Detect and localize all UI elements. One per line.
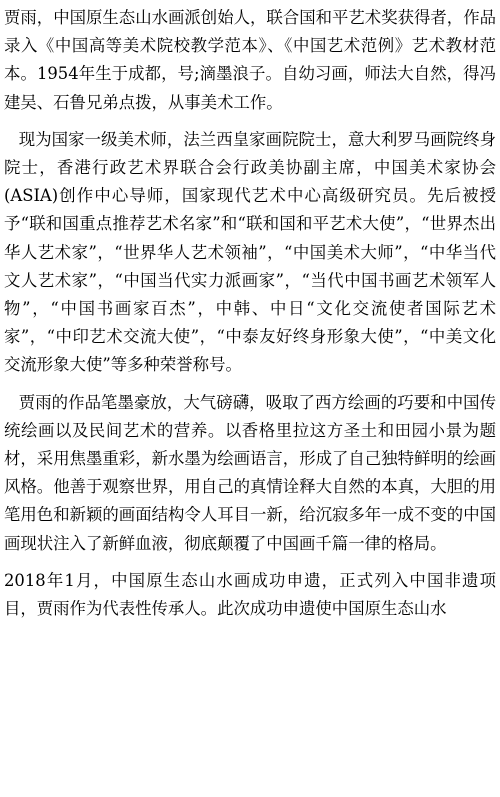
paragraph-titles-and-honors: 现为国家一级美术师，法兰西皇家画院院士，意大利罗马画院终身院士，香港行政艺术界联合会行政美协副主席，中国美术家协会(ASIA)创作中心导师，国家现代艺术中心高级研究员。先后被授予“联和国重点推荐艺术名家”和“联和国和平艺术大使”，“世界杰出华人艺术家”，“世界华人艺术领袖”，“中国美术大师”，“中华当代文人艺术家”，“中国当代实力派画家”，“当代中国书画艺术领军人物”，“中国书画家百杰”，中韩、中日“文化交流使者国际艺术家”，“中印艺术交流大使”，“中泰友好终身形象大使”，“中美文化交流形象大使”等多种荣誉称号。: [4, 129, 496, 375]
paragraph-artistic-style: 贾雨的作品笔墨豪放，大气磅礴，吸取了西方绘画的巧要和中国传统绘画以及民间艺术的营养。以香格里拉这方圣土和田园小景为题材，采用焦墨重彩，新水墨为绘画语言，形成了自己独特鲜明的绘画风格。他善于观察世界，用自己的真情诠释大自然的本真，大胆的用笔用色和新颖的画面结构令人耳目一新，给沉寂多年一成不变的中国画现状注入了新鲜血液，彻底颠覆了中国画千篇一律的格局。: [4, 392, 496, 553]
paragraph-heritage-listing: 2018年1月，中国原生态山水画成功申遗，正式列入中国非遗项目，贾雨作为代表性传承人。此次成功申遗使中国原生态山水: [4, 570, 496, 619]
paragraph-biography-intro: 贾雨，中国原生态山水画派创始人，联合国和平艺术奖获得者，作品录入《中国高等美术院校教学范本》、《中国艺术范例》艺术教材范本。1954年生于成都，号;滴墨浪子。自幼习画，师法大自然，得冯建吴、石鲁兄弟点拨，从事美术工作。: [4, 8, 496, 112]
